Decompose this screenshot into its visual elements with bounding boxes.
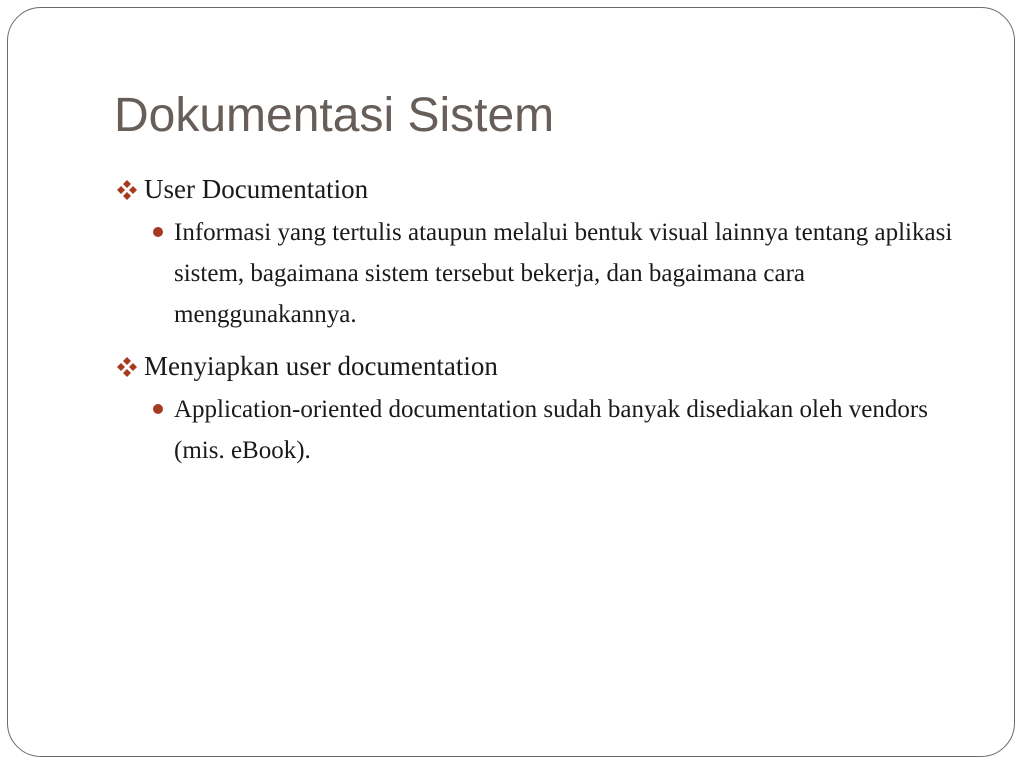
- slide-content: [114, 170, 964, 471]
- sub-bullet-item: [174, 212, 964, 335]
- filled-circle-icon: [153, 227, 163, 237]
- sub-bullet-text: Application-oriented documentation sudah banyak disediakan oleh vendors (mis. eBook).: [174, 396, 928, 464]
- bullet-label: Menyiapkan user documentation: [144, 351, 498, 381]
- four-diamond-icon: [116, 356, 138, 378]
- slide-title: Dokumentasi Sistem: [114, 89, 555, 142]
- sub-bullet-item: [174, 389, 964, 471]
- filled-circle-icon: [153, 404, 163, 414]
- four-diamond-icon: [116, 179, 138, 201]
- bullet-item-menyiapkan-user-documentation: [114, 347, 964, 385]
- bullet-item-user-documentation: [114, 170, 964, 208]
- bullet-label: User Documentation: [144, 174, 369, 204]
- sub-bullet-text: Informasi yang tertulis ataupun melalui bentuk visual lainnya tentang aplikasi sistem, bagaimana sistem tersebut bekerja, dan bagaimana cara menggunakannya.: [174, 219, 953, 328]
